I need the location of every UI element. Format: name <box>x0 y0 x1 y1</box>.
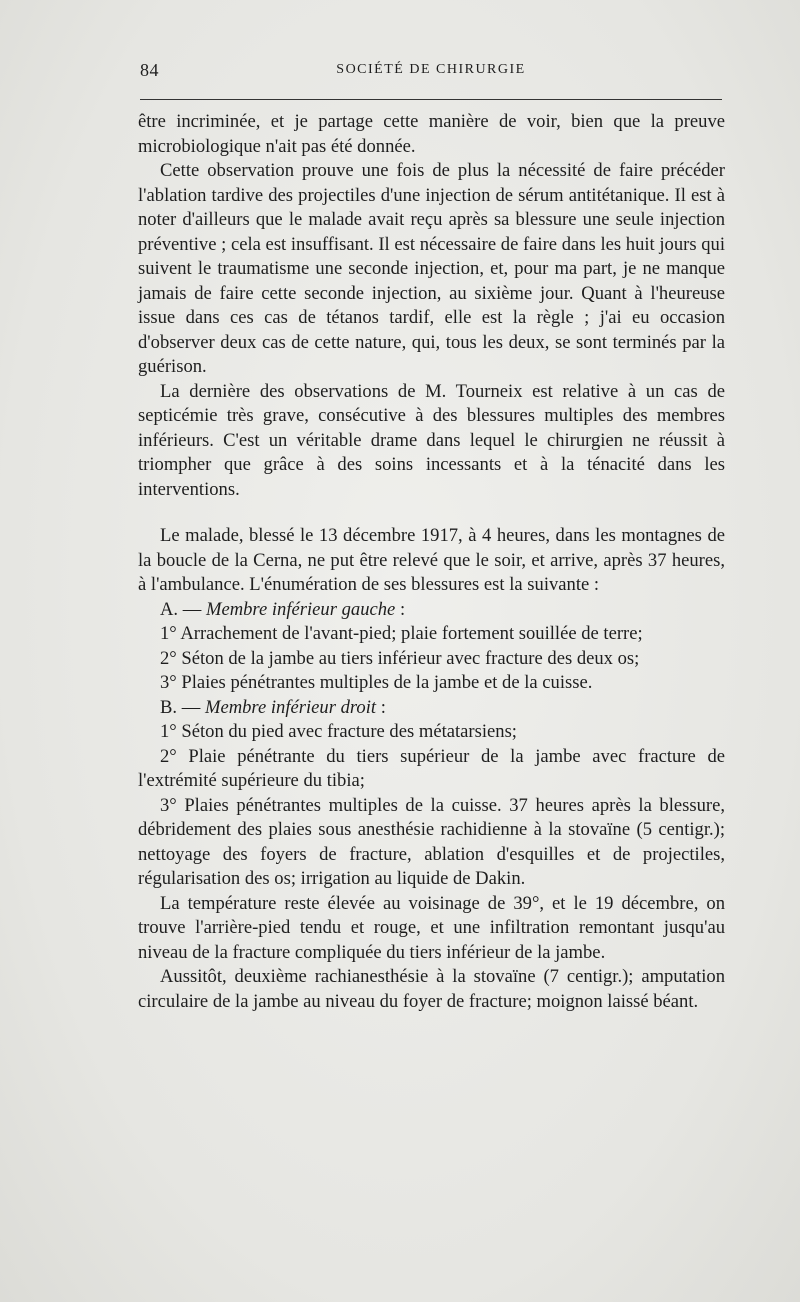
section-title: Membre inférieur gauche <box>205 598 396 620</box>
paragraph: La température reste élevée au voisinage de 39°, et le 19 décembre, on trouve l'arrière-pied tendu et rouge, et une infiltration remontant jusqu'au niveau de la fracture compliquée du tiers inférieur de la jambe. <box>138 892 725 963</box>
paragraph: Cette observation prouve une fois de plus la nécessité de faire précéder l'ablation tardive des projectiles d'une injection de sérum antitétanique. Il est à noter d'ailleurs que le malade avait reçu après sa blessure une seule injection préventive ; cela est insuffisant. Il est nécessaire de faire dans les huit jours qui suivent le traumatisme une seconde injection, et, pour ma part, je ne manque jamais de faire cette seconde injection, au sixième jour. Quant à l'heureuse issue dans ces cas de tétanos tardif, elle est la règle ; j'ai eu occasion d'observer deux cas de cette nature, qui, tous les deux, se sont terminés par la guérison. <box>138 160 725 377</box>
section-heading-b: B. — Membre inférieur droit : <box>160 696 386 718</box>
page-number: 84 <box>140 60 159 80</box>
paragraph: La dernière des observations de M. Tourneix est relative à un cas de septicémie très grave, consécutive à des blessures multiples des membres inférieurs. C'est un véritable drame dans lequel le chirurgien ne réussit à triompher que grâce à des soins incessants et à la ténacité dans les interventions. <box>138 380 725 500</box>
paragraph: Aussitôt, deuxième rachianesthésie à la stovaïne (7 centigr.); amputation circulaire de la jambe au niveau du foyer de fracture; moignon laissé béant. <box>138 966 725 1012</box>
header-rule <box>140 99 722 100</box>
list-item: 3° Plaies pénétrantes multiples de la cuisse. 37 heures après la blessure, débridement des plaies sous anesthésie rachidienne à la stovaïne (5 centigr.); nettoyage des foyers de fracture, ablation d'esquilles et de projectiles, régularisation des os; irrigation au liquide de Dakin. <box>138 794 725 889</box>
list-item: 2° Séton de la jambe au tiers inférieur avec fracture des deux os; <box>160 647 640 669</box>
page-header <box>140 60 722 82</box>
body-text <box>138 110 725 1014</box>
list-item: 1° Séton du pied avec fracture des métatarsiens; <box>160 721 517 742</box>
section-letter: A. — <box>160 598 206 620</box>
paragraph: Le malade, blessé le 13 décembre 1917, à 4 heures, dans les montagnes de la boucle de la Cerna, ne put être relevé que le soir, et arrive, après 37 heures, à l'ambulance. L'énumération de ses blessures est la suivante : <box>138 525 725 595</box>
section-heading-a: A. — Membre inférieur gauche : <box>160 598 406 620</box>
running-title: SOCIÉTÉ DE CHIRURGIE <box>336 62 526 77</box>
section-break <box>138 502 725 524</box>
section-title: Membre inférieur droit <box>204 696 377 718</box>
section-letter: B. — <box>160 696 205 718</box>
list-item: 3° Plaies pénétrantes multiples de la jambe et de la cuisse. <box>160 672 593 693</box>
list-item: 2° Plaie pénétrante du tiers supérieur de la jambe avec fracture de l'extrémité supérieure du tibia; <box>138 745 725 791</box>
list-item: 1° Arrachement de l'avant-pied; plaie fortement souillée de terre; <box>160 623 643 644</box>
paragraph: être incriminée, et je partage cette manière de voir, bien que la preuve microbiologique n'ait pas été donnée. <box>138 111 725 157</box>
